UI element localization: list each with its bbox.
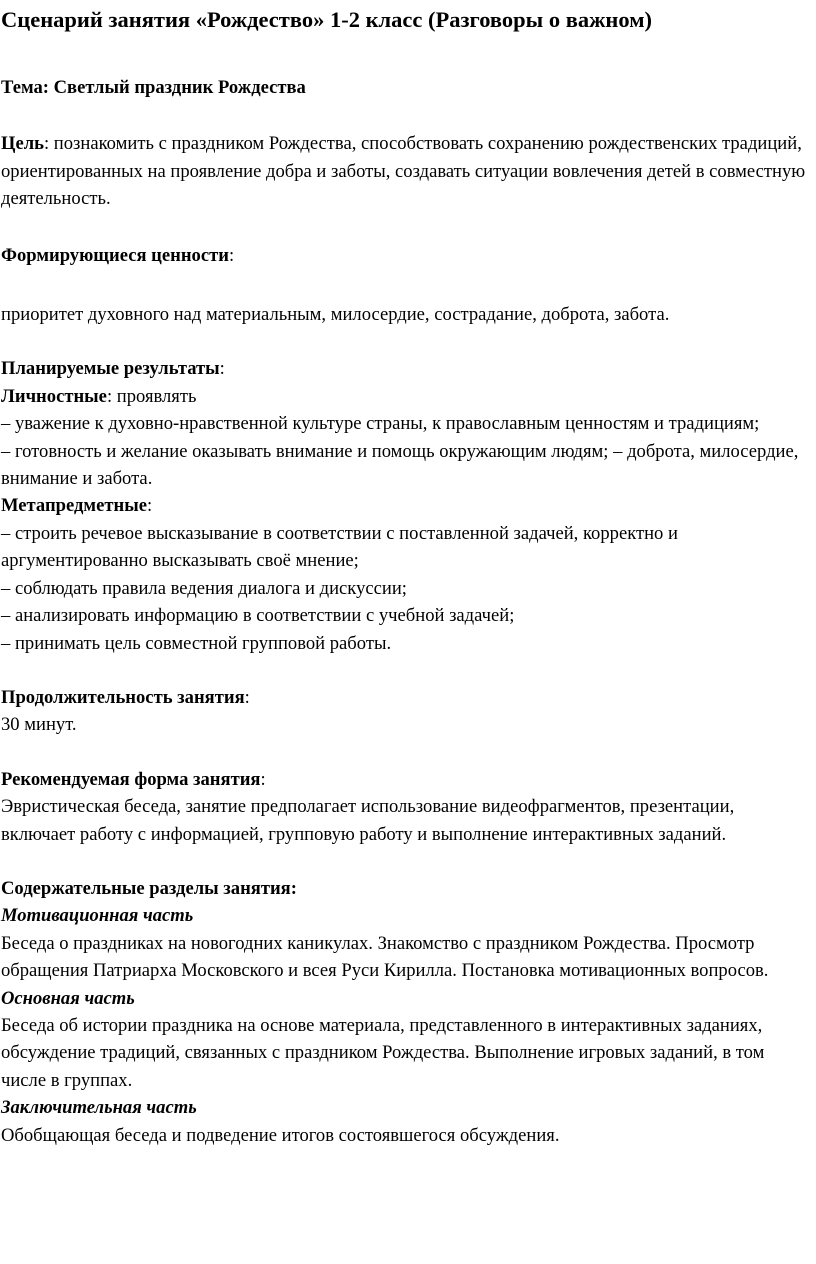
form-heading — [1, 766, 813, 793]
duration-label: Продолжительность занятия — [1, 686, 245, 708]
results-label: Планируемые результаты — [1, 358, 220, 380]
values-text: приоритет духовного над материальным, милосердие, сострадание, доброта, забота. — [1, 304, 670, 326]
values-colon: : — [228, 244, 235, 266]
duration-colon: : — [244, 686, 250, 708]
goal-label: Цель — [1, 133, 44, 155]
personal-text: : проявлять — [106, 385, 197, 407]
personal-label: Личностные — [1, 385, 107, 407]
form-text: Эвристическая беседа, занятие предполагает использование видеофрагментов, презентации, включает работу с информацией, групповую работу и выполнение интерактивных заданий. — [1, 796, 735, 845]
motivation-text: Беседа о праздниках на новогодних каникулах. Знакомство с праздником Рождества. Просмотр обращения Патриарха Московского и всея Руси Кирилла. Постановка мотивационных вопросов. — [1, 932, 769, 982]
personal-results-heading — [1, 383, 813, 410]
topic-heading: Тема: Светлый праздник Рождества — [1, 77, 306, 98]
main-part-heading: Основная часть — [1, 987, 135, 1009]
goal-paragraph — [1, 130, 813, 212]
list-item: – анализировать информацию в соответствии с учебной задачей; — [1, 605, 515, 627]
main-part-text: Беседа об истории праздника на основе материала, представленного в интерактивных заданиях, обсуждение традиций, связанных с праздником Рождества. Выполнение игровых заданий, в том числе в группах. — [1, 1014, 765, 1091]
list-item: – принимать цель совместной групповой работы. — [1, 632, 392, 654]
form-label: Рекомендуемая форма занятия — [1, 768, 261, 790]
values-heading — [1, 242, 813, 269]
motivation-heading: Мотивационная часть — [1, 905, 194, 927]
meta-results-heading — [1, 492, 813, 519]
results-heading — [1, 355, 813, 382]
final-part-heading: Заключительная часть — [1, 1097, 197, 1119]
meta-colon: : — [146, 495, 153, 517]
list-item: – соблюдать правила ведения диалога и дискуссии; — [1, 577, 407, 599]
list-item: – готовность и желание оказывать внимание и помощь окружающим людям; – доброта, милосердие, внимание и забота. — [1, 440, 799, 490]
list-item: – строить речевое высказывание в соответствии с поставленной задачей, корректно и аргументированно высказывать своё мнение; — [1, 522, 678, 572]
values-label: Формирующиеся ценности — [1, 244, 229, 266]
goal-text: : познакомить с праздником Рождества, способствовать сохранению рождественских традиций, ориентированных на проявление добра и заботы, создавать ситуации вовлечения детей в совместную деятельность. — [1, 133, 806, 210]
final-part-text: Обобщающая беседа и подведение итогов состоявшегося обсуждения. — [1, 1124, 560, 1146]
form-colon: : — [260, 768, 266, 790]
results-colon: : — [219, 358, 225, 380]
duration-heading — [1, 684, 813, 711]
duration-text: 30 минут. — [1, 714, 77, 736]
meta-label: Метапредметные — [1, 495, 147, 517]
sections-heading: Содержательные разделы занятия: — [1, 877, 297, 899]
list-item: – уважение к духовно-нравственной культуре страны, к православным ценностям и традициям; — [1, 413, 760, 435]
document-title: Сценарий занятия «Рождество» 1-2 класс (Разговоры о важном) — [1, 7, 653, 32]
